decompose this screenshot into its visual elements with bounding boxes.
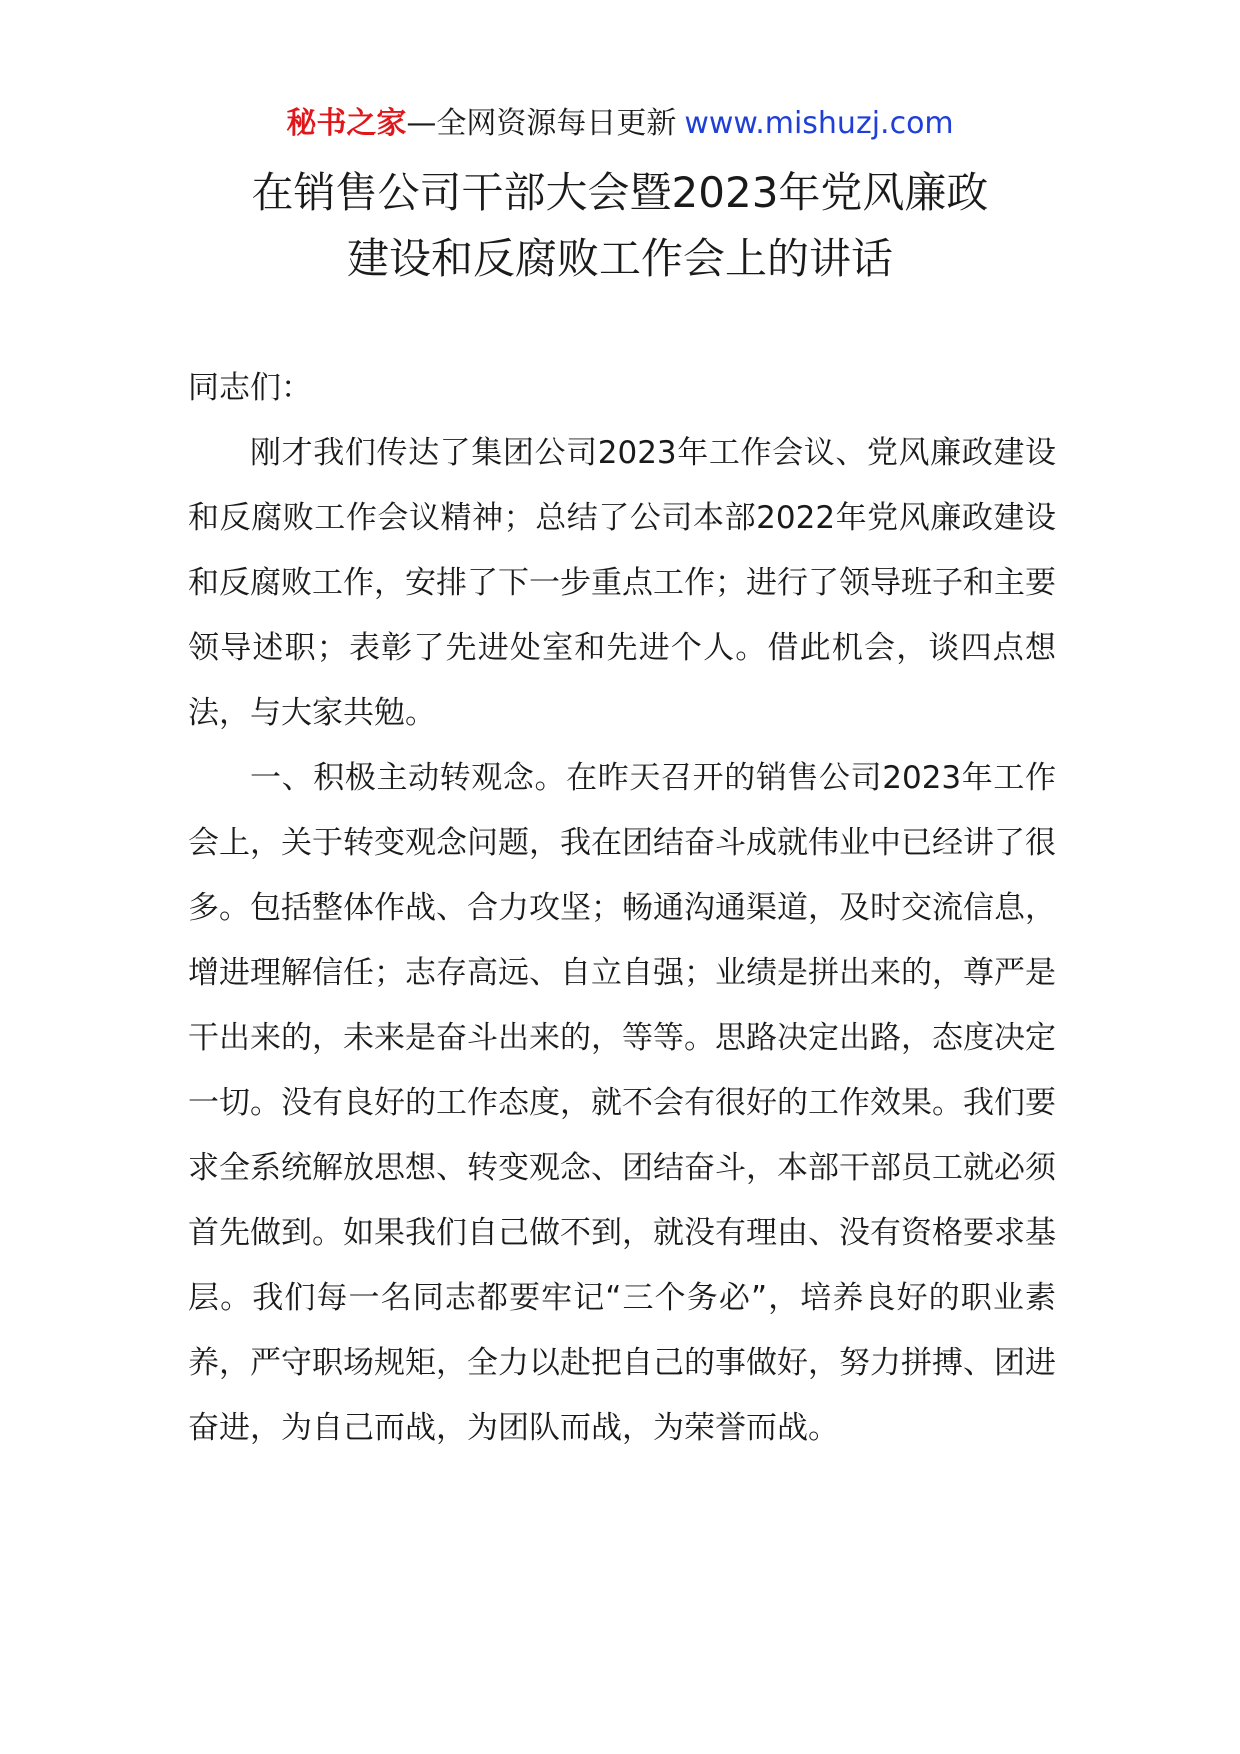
- site-url-link[interactable]: www.mishuzj.com: [684, 106, 954, 141]
- brand-name: 秘书之家: [286, 106, 407, 141]
- title-line-1: 在销售公司干部大会暨2023年党风廉政: [251, 168, 989, 217]
- title-line-2: 建设和反腐败工作会上的讲话: [346, 234, 893, 283]
- paragraph-point-one: 一、积极主动转观念。在昨天召开的销售公司2023年工作会上，关于转变观念问题，我在团结奋斗成就伟业中已经讲了很多。包括整体作战、合力攻坚；畅通沟通渠道，及时交流信息，增进理解信任；志存高远、自立自强；业绩是拼出来的，尊严是干出来的，未来是奋斗出来的，等等。思路决定出路，态度决定一切。没有良好的工作态度，就不会有很好的工作效果。我们要求全系统解放思想、转变观念、团结奋斗，本部干部员工就必须首先做到。如果我们自己做不到，就没有理由、没有资格要求基层。我们每一名同志都要牢记“三个务必”，培养良好的职业素养，严守职场规矩，全力以赴把自己的事做好，努力拼搏、团进奋进，为自己而战，为团队而战，为荣誉而战。: [188, 760, 1056, 1446]
- paragraph-intro: 刚才我们传达了集团公司2023年工作会议、党风廉政建设和反腐败工作会议精神；总结了公司本部2022年党风廉政建设和反腐败工作，安排了下一步重点工作；进行了领导班子和主要领导述职；表彰了先进处室和先进个人。借此机会，谈四点想法，与大家共勉。: [188, 435, 1056, 731]
- document-body: [188, 356, 1056, 1461]
- brand-slogan: —全网资源每日更新: [406, 106, 677, 141]
- document-title: [150, 160, 1090, 292]
- salutation: 同志们：: [188, 370, 312, 406]
- site-header: [0, 104, 1240, 144]
